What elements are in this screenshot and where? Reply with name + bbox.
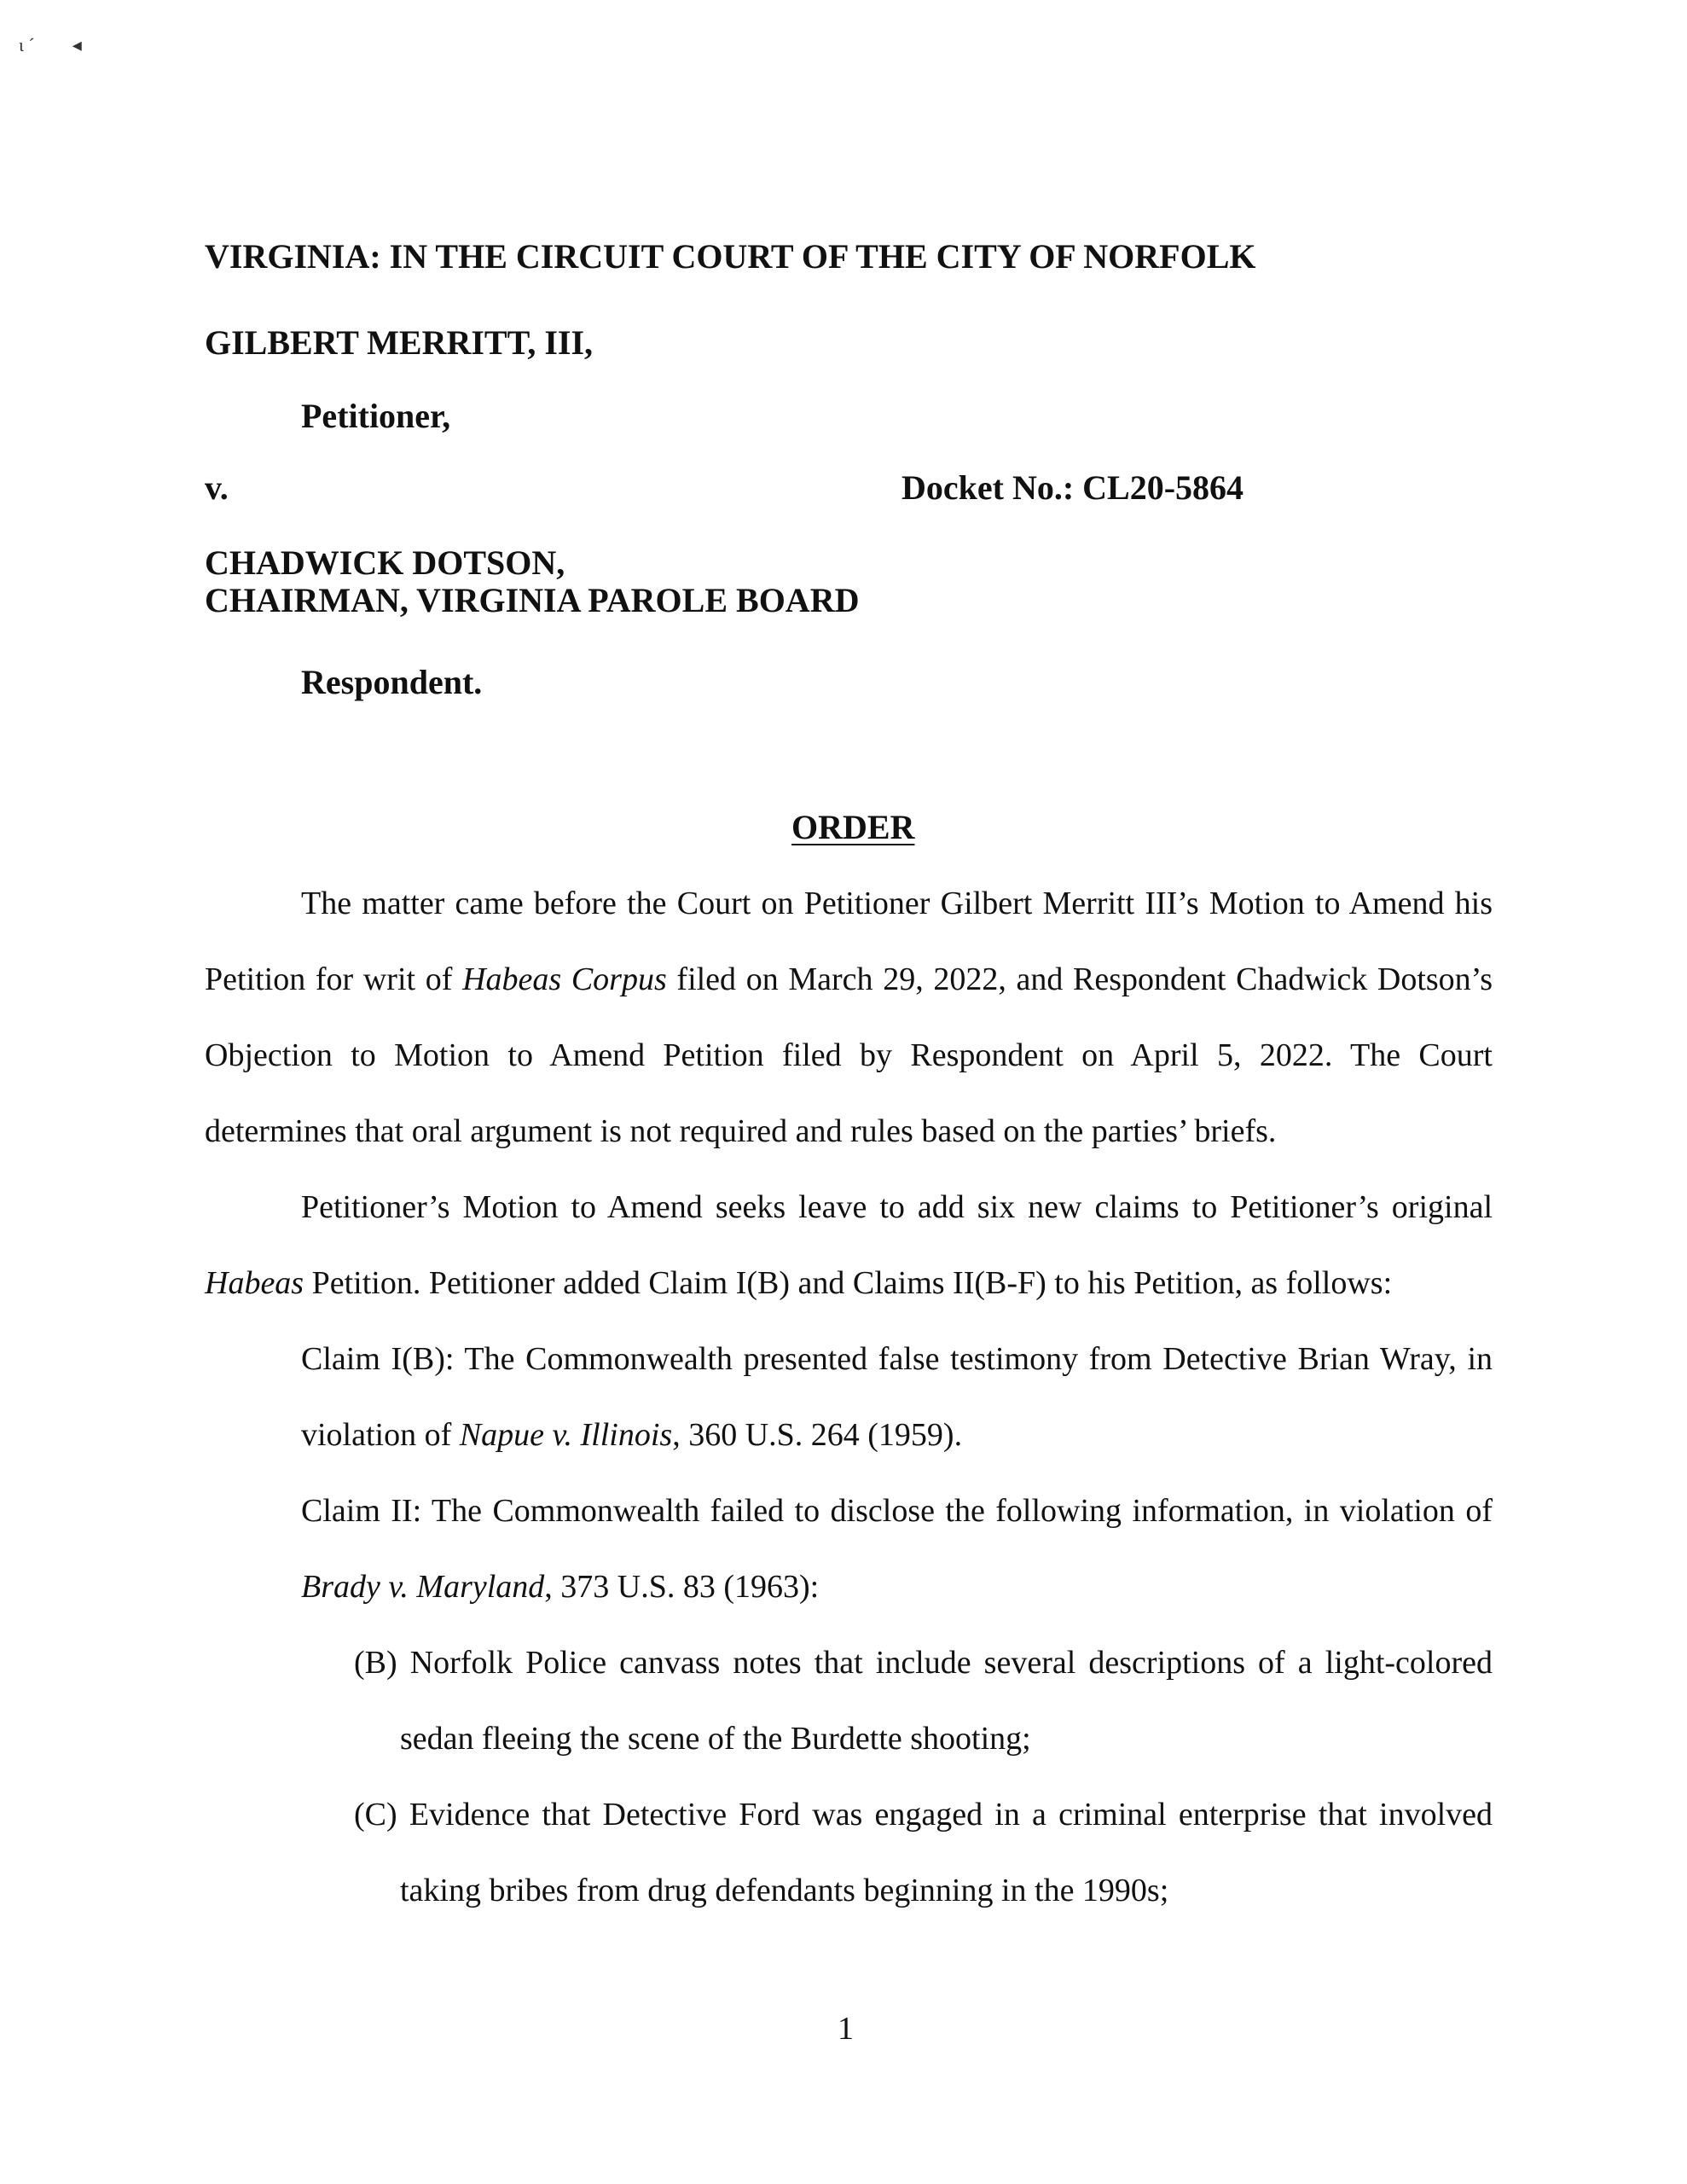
item-b-line1: (B) Norfolk Police canvass notes that include several descriptions of a light-colored <box>354 1645 1493 1681</box>
para2-line1: Petitioner’s Motion to Amend seeks leave to add six new claims to Petitioner’s original <box>301 1189 1493 1225</box>
respondent-name: CHADWICK DOTSON, <box>205 543 565 582</box>
claim-ib-line2: violation of Napue v. Illinois, 360 U.S. 264 (1959). <box>301 1417 963 1453</box>
respondent-title: CHAIRMAN, VIRGINIA PAROLE BOARD <box>205 581 860 619</box>
claim-ib-line1: Claim I(B): The Commonwealth presented false testimony from Detective Brian Wray, in <box>301 1341 1493 1377</box>
para1-line4: determines that oral argument is not required and rules based on the parties’ briefs. <box>205 1113 1277 1149</box>
versus: v. <box>205 468 229 507</box>
order-title: ORDER <box>791 808 915 846</box>
para2-line2: Habeas Petition. Petitioner added Claim I(B) and Claims II(B-F) to his Petition, as follows: <box>205 1265 1393 1301</box>
court-heading: VIRGINIA: IN THE CIRCUIT COURT OF THE CITY OF NORFOLK <box>205 237 1256 276</box>
respondent-role: Respondent. <box>301 663 483 701</box>
claim-ii-line2: Brady v. Maryland, 373 U.S. 83 (1963): <box>301 1569 820 1605</box>
para1-line1: The matter came before the Court on Petitioner Gilbert Merritt III’s Motion to Amend his <box>301 886 1493 921</box>
item-c-line2: taking bribes from drug defendants beginning in the 1990s; <box>400 1873 1169 1908</box>
page-number: 1 <box>838 2011 854 2047</box>
scan-marks: ɩ ˊ ◂ <box>19 34 82 55</box>
petitioner-name: GILBERT MERRITT, III, <box>205 323 594 362</box>
item-b-line2: sedan fleeing the scene of the Burdette shooting; <box>400 1721 1031 1757</box>
para1-line3: Objection to Motion to Amend Petition filed by Respondent on April 5, 2022. The Court <box>205 1037 1493 1073</box>
item-c-line1: (C) Evidence that Detective Ford was engaged in a criminal enterprise that involved <box>354 1797 1493 1833</box>
para1-line2: Petition for writ of Habeas Corpus filed on March 29, 2022, and Respondent Chadwick Dotson’s <box>205 961 1493 997</box>
docket-number: Docket No.: CL20-5864 <box>901 468 1244 507</box>
petitioner-role: Petitioner, <box>301 397 451 435</box>
claim-ii-line1: Claim II: The Commonwealth failed to disclose the following information, in violation of <box>301 1493 1493 1529</box>
